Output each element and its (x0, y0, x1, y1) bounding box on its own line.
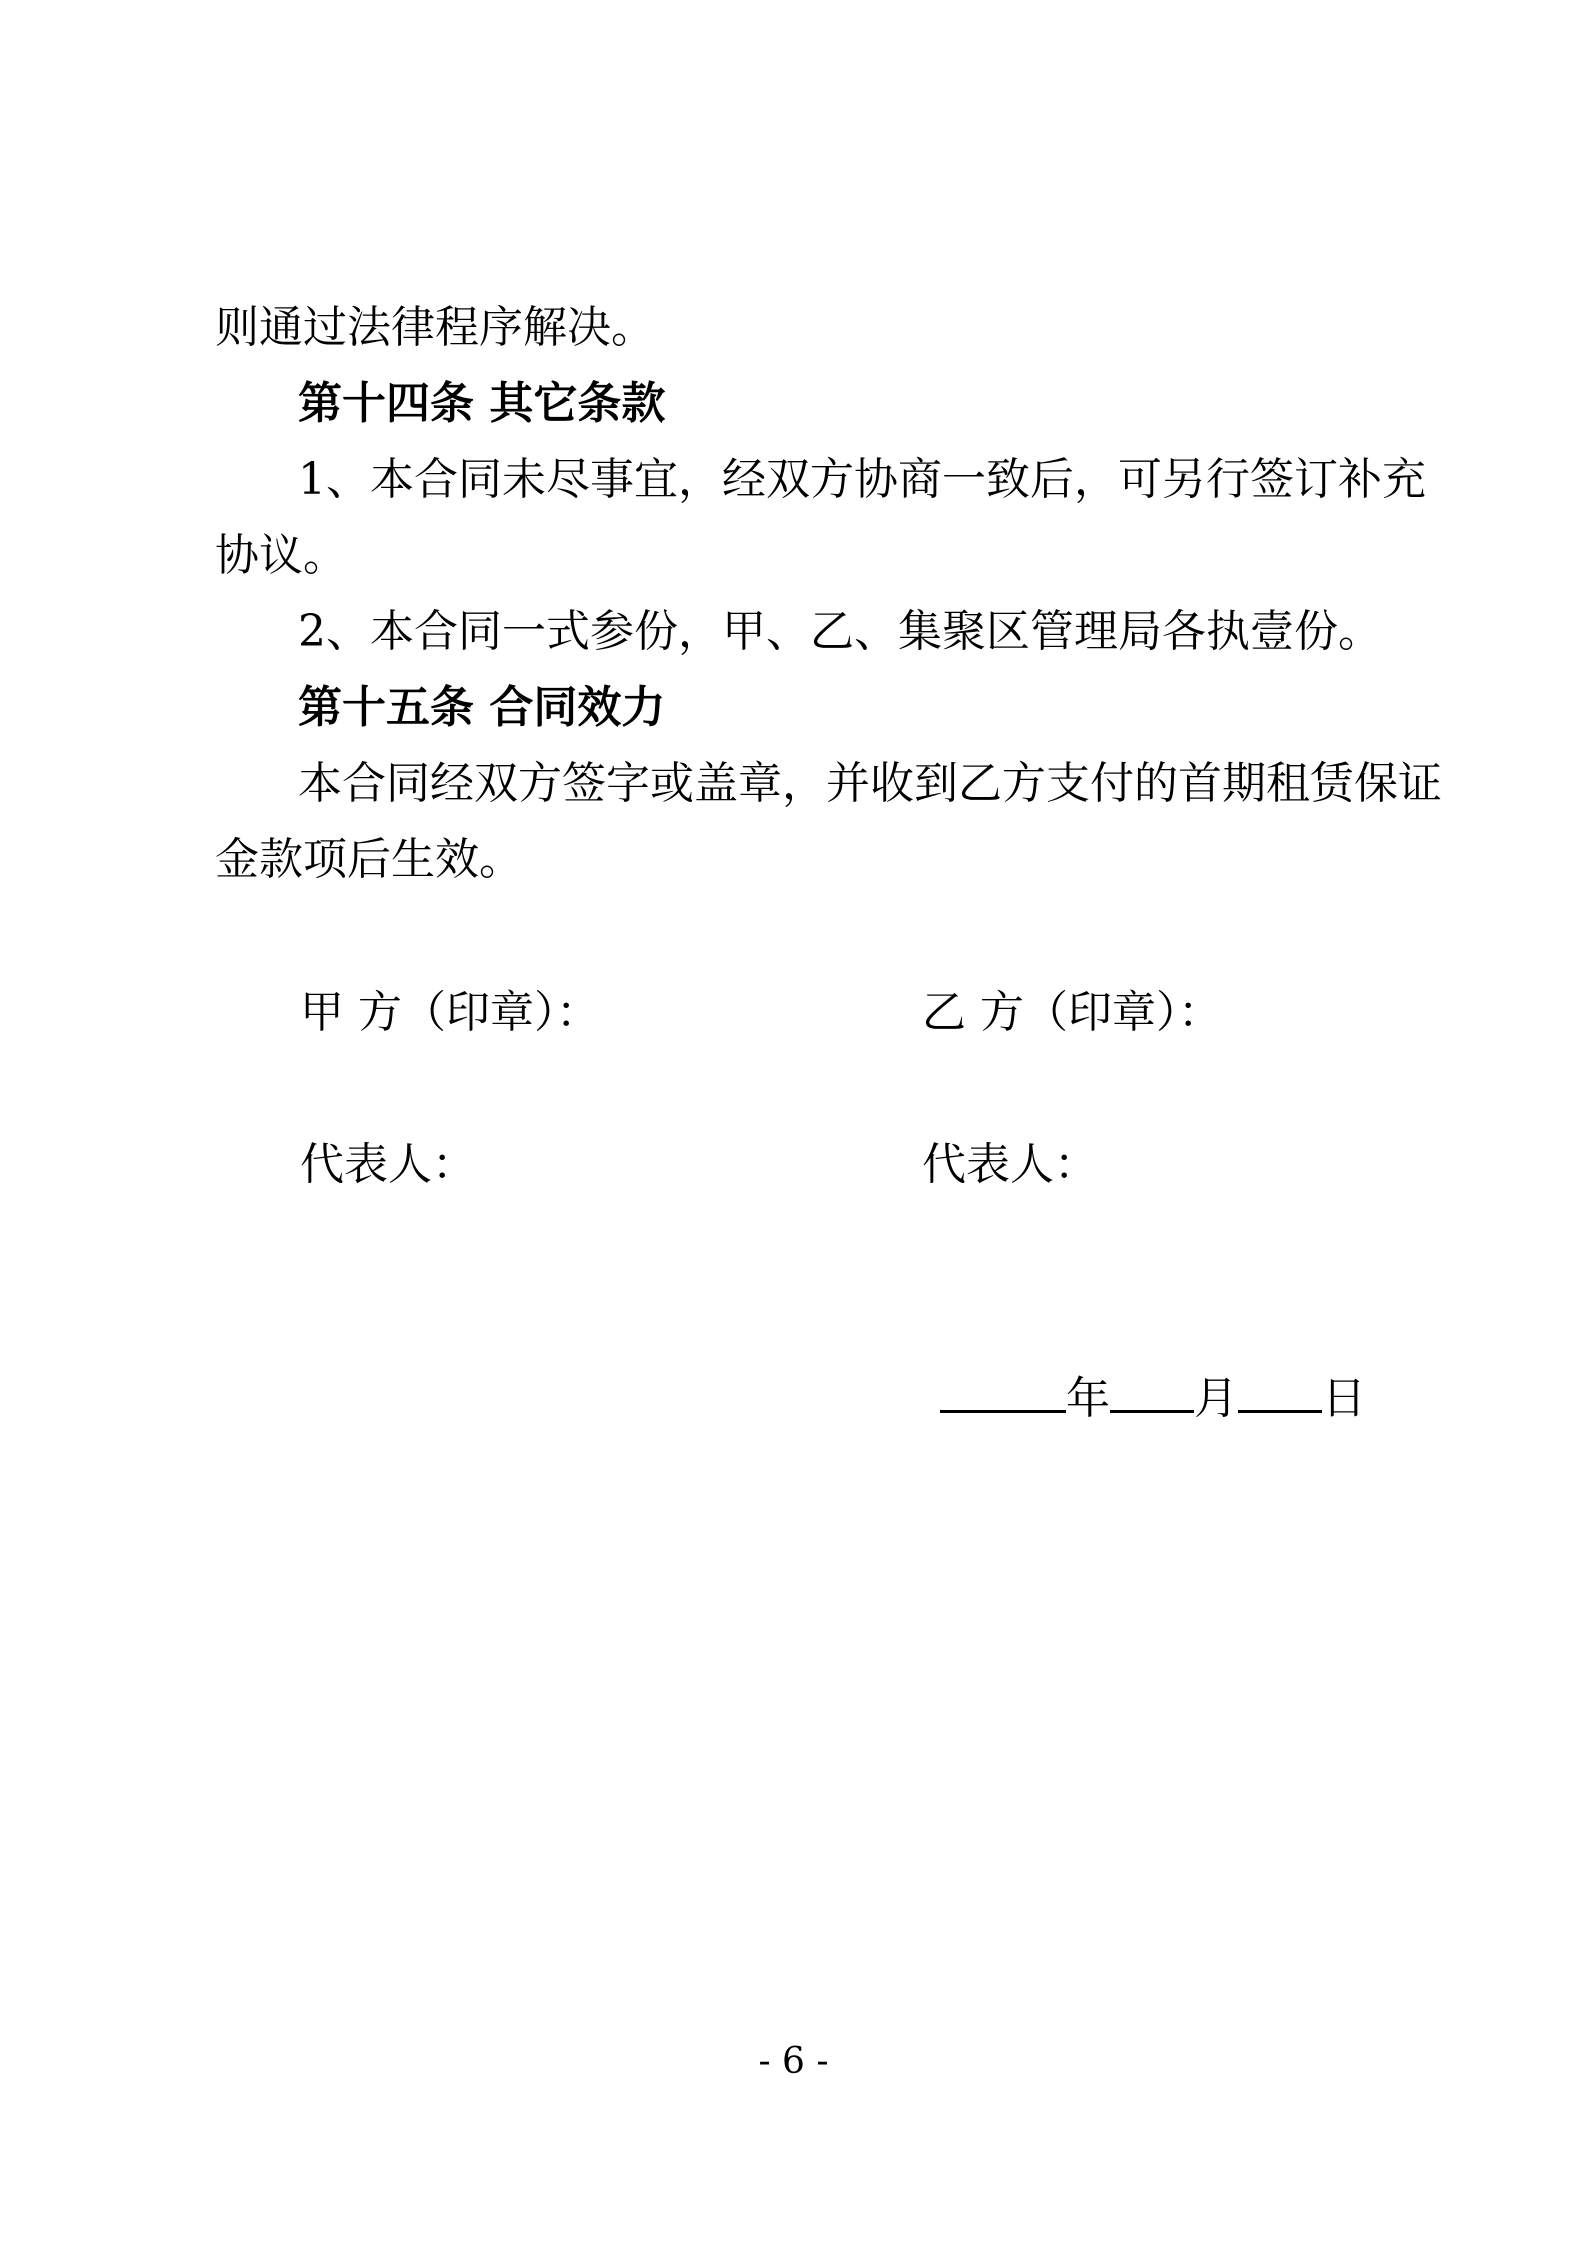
article-15-heading: 第十五条 合同效力 (298, 682, 666, 733)
month-label: 月 (1194, 1373, 1238, 1424)
party-b-seal-label: 乙 方（印章）： (922, 987, 1222, 1038)
page-number: - 6 - (758, 2041, 829, 2082)
year-label: 年 (1066, 1373, 1110, 1424)
day-blank (1238, 1370, 1322, 1413)
article-14-item-1-line-2: 协议。 (215, 530, 347, 581)
year-blank (940, 1370, 1066, 1413)
article-15-line-2: 金款项后生效。 (215, 834, 523, 885)
paragraph-line: 则通过法律程序解决。 (215, 302, 655, 353)
day-label: 日 (1322, 1373, 1366, 1424)
article-14-heading: 第十四条 其它条款 (298, 378, 666, 429)
party-b-representative-label: 代表人： (922, 1139, 1098, 1190)
article-15-line-1: 本合同经双方签字或盖章，并收到乙方支付的首期租赁保证 (298, 758, 1442, 809)
party-a-representative-label: 代表人： (300, 1139, 476, 1190)
article-14-item-2: 2、本合同一式参份，甲、乙、集聚区管理局各执壹份。 (298, 606, 1382, 657)
month-blank (1110, 1370, 1194, 1413)
signing-date (940, 1370, 1366, 1427)
party-a-seal-label: 甲 方（印章）： (300, 987, 600, 1038)
article-14-item-1-line-1: 1、本合同未尽事宜，经双方协商一致后，可另行签订补充 (298, 454, 1426, 505)
